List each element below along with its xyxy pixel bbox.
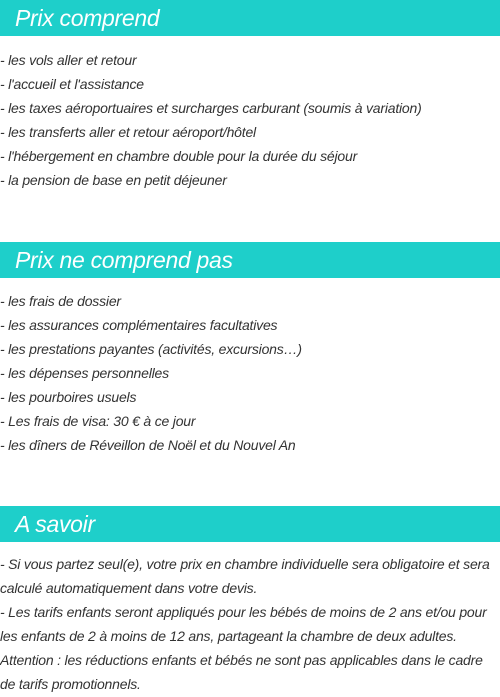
list-item: - Les frais de visa: 30 € à ce jour	[0, 413, 196, 429]
list-item: - les transferts aller et retour aéroport/hôtel	[0, 124, 256, 140]
excludes-list	[0, 289, 500, 457]
section-header-excludes	[0, 242, 500, 278]
list-item: - les dîners de Réveillon de Noël et du Nouvel An	[0, 437, 296, 453]
section-includes	[0, 0, 500, 192]
section-info	[0, 506, 500, 696]
section-excludes	[0, 242, 500, 457]
section-title-info: A savoir	[15, 510, 95, 537]
info-paragraph: - Si vous partez seul(e), votre prix en chambre individuelle sera obligatoire et sera calculé automatiquement dans votre devis.	[0, 556, 490, 596]
list-item: - les frais de dossier	[0, 293, 121, 309]
list-item: - les taxes aéroportuaires et surcharges carburant (soumis à variation)	[0, 100, 422, 116]
list-item: - les pourboires usuels	[0, 389, 137, 405]
info-paragraph: - Les tarifs enfants seront appliqués pour les bébés de moins de 2 ans et/ou pour les enfants de 2 à moins de 12 ans, partageant la chambre de deux adultes.	[0, 604, 487, 644]
includes-list	[0, 48, 500, 192]
section-header-info	[0, 506, 500, 542]
list-item: - les assurances complémentaires facultatives	[0, 317, 278, 333]
list-item: - les vols aller et retour	[0, 52, 137, 68]
list-item: - les dépenses personnelles	[0, 365, 169, 381]
section-title-excludes: Prix ne comprend pas	[15, 246, 233, 273]
list-item: - les prestations payantes (activités, excursions…)	[0, 341, 302, 357]
list-item: - l'hébergement en chambre double pour la durée du séjour	[0, 148, 358, 164]
section-header-includes	[0, 0, 500, 36]
info-body	[0, 552, 500, 696]
list-item: - l'accueil et l'assistance	[0, 76, 144, 92]
section-title-includes: Prix comprend	[15, 4, 160, 31]
info-paragraph: Attention : les réductions enfants et bébés ne sont pas applicables dans le cadre de tarifs promotionnels.	[0, 652, 483, 692]
list-item: - la pension de base en petit déjeuner	[0, 172, 227, 188]
